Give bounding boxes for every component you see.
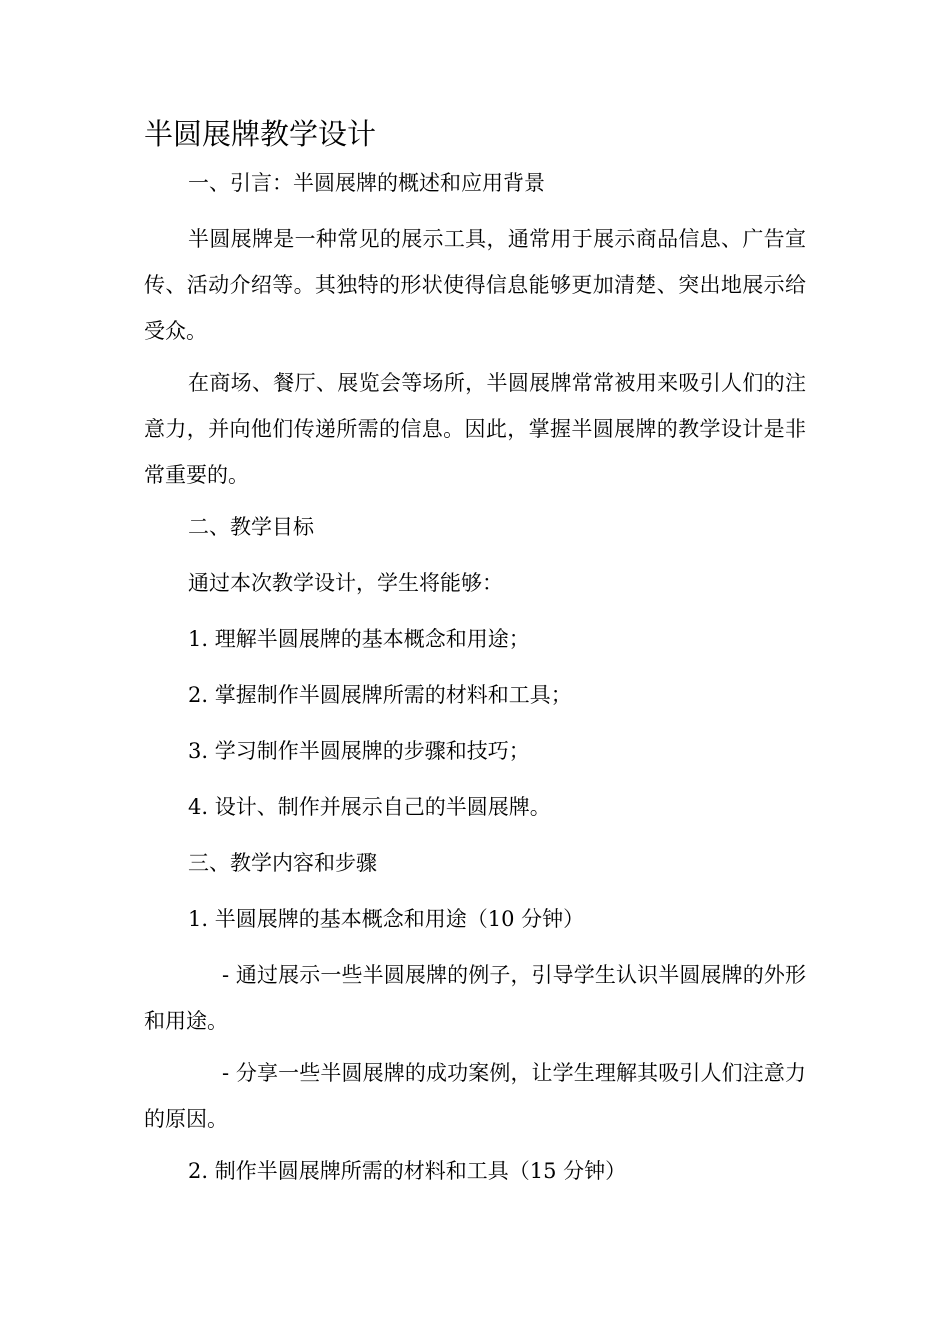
- section-heading-objectives: 二、教学目标: [188, 515, 314, 539]
- step-heading-2: 2. 制作半圆展牌所需的材料和工具（15 分钟）: [188, 1159, 627, 1183]
- objective-item-4: 4. 设计、制作并展示自己的半圆展牌。: [188, 795, 551, 819]
- document-body: [144, 112, 806, 1204]
- section-heading-introduction: 一、引言：半圆展牌的概述和应用背景: [188, 171, 545, 195]
- paragraph-overview: 半圆展牌是一种常见的展示工具，通常用于展示商品信息、广告宣传、活动介绍等。其独特的形状使得信息能够更加清楚、突出地展示给受众。: [144, 227, 806, 343]
- step-1-detail-2: - 分享一些半圆展牌的成功案例，让学生理解其吸引人们注意力的原因。: [144, 1061, 806, 1131]
- section-heading-content-steps: 三、教学内容和步骤: [188, 851, 377, 875]
- document-title: 半圆展牌教学设计: [144, 117, 377, 151]
- paragraph-importance: 在商场、餐厅、展览会等场所，半圆展牌常常被用来吸引人们的注意力，并向他们传递所需的信息。因此，掌握半圆展牌的教学设计是非常重要的。: [144, 371, 806, 487]
- objective-item-2: 2. 掌握制作半圆展牌所需的材料和工具；: [188, 683, 572, 707]
- step-heading-1: 1. 半圆展牌的基本概念和用途（10 分钟）: [188, 907, 585, 931]
- objective-item-1: 1. 理解半圆展牌的基本概念和用途；: [188, 627, 530, 651]
- step-1-detail-1: - 通过展示一些半圆展牌的例子，引导学生认识半圆展牌的外形和用途。: [144, 963, 806, 1033]
- objective-item-3: 3. 学习制作半圆展牌的步骤和技巧；: [188, 739, 530, 763]
- paragraph-objectives-intro: 通过本次教学设计，学生将能够：: [188, 571, 503, 595]
